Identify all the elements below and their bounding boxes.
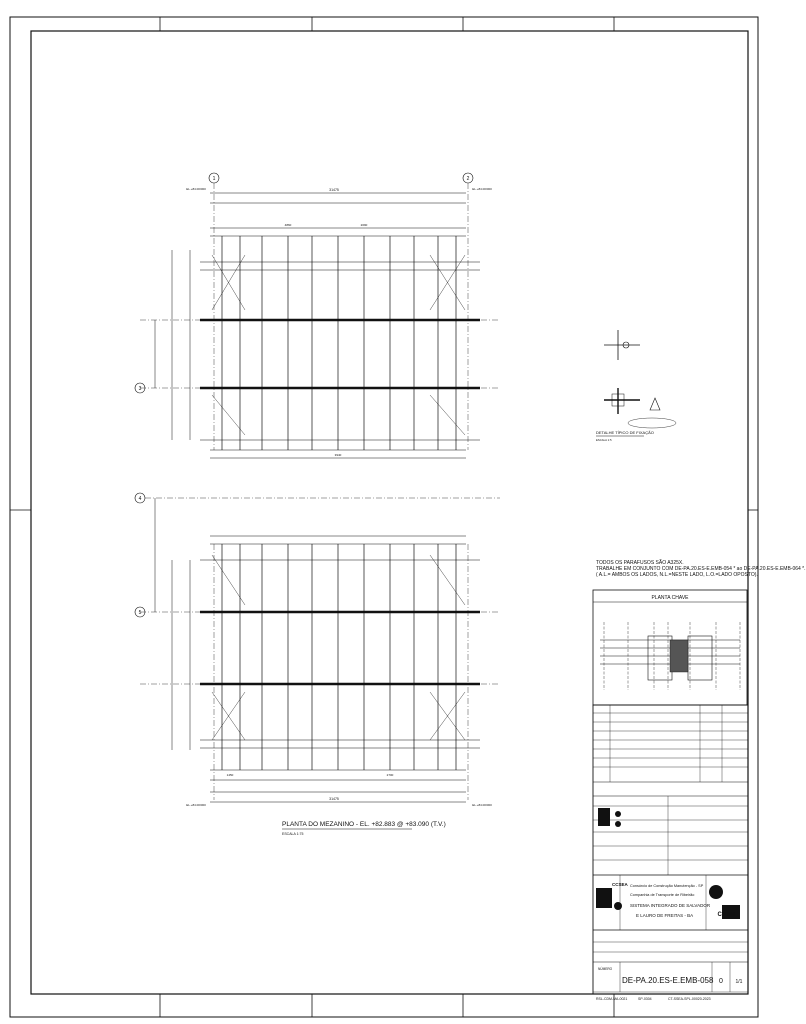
bottom-code-1: RSL-CDM-MA-0021	[596, 997, 628, 1001]
grid-marker-2: 2	[466, 176, 470, 182]
grid-marker-4: 4	[138, 496, 142, 502]
dim-bay-c: 3940	[334, 453, 342, 457]
client-logo	[598, 808, 621, 827]
dim-edge: 1450	[226, 773, 234, 777]
sheet-border	[10, 17, 758, 1017]
dim-total-top: 31475	[329, 188, 339, 192]
grid-marker-3: 3	[138, 386, 142, 392]
fixation-detail	[596, 330, 676, 436]
dim-bay-a: 4860	[284, 223, 292, 227]
grid-marker-1: 1	[212, 176, 216, 182]
general-notes	[596, 560, 806, 578]
revision: 0	[719, 978, 723, 985]
key-plan-title: PLANTA CHAVE	[651, 595, 689, 601]
detail-scale: ESCALA 1:5	[596, 438, 612, 442]
note-line-1: TODOS OS PARAFUSOS SÃO A325X.	[596, 560, 684, 566]
plan-lower-frame	[135, 536, 500, 802]
key-plan	[593, 590, 747, 705]
elevation-right-bottom: EL.+84.00/000	[472, 803, 492, 807]
ccsea-logo	[596, 888, 622, 910]
detail-title: DETALHE TÍPICO DE FIXAÇÃO	[596, 430, 654, 435]
elevation-left-bottom: EL.+84.00/000	[186, 803, 206, 807]
project-line-1: Consórcio de Construção Manutenção - SP	[630, 884, 704, 888]
dim-bay-b: 2090	[360, 223, 368, 227]
elevation-left-top: EL.+84.00/000	[186, 187, 206, 191]
drawing-number-label: NÚMERO	[598, 967, 613, 971]
sheet-number: 1/1	[735, 979, 743, 985]
drawing-number: DE-PA.20.ES-E.EMB-058	[622, 976, 714, 985]
plan-title: PLANTA DO MEZANINO - EL. +82.883 @ +83.090 (T.V.)	[282, 821, 446, 828]
company-name: CPTM	[717, 912, 735, 918]
project-line-3: SISTEMA INTEGRADO DE SALVADOR	[630, 903, 711, 908]
note-line-2: TRABALHE EM CONJUNTO COM DE-PA.20.ES-E.EMB-054 * ao DE-PA.20.ES-E.EMB-064 *.	[596, 566, 806, 572]
dim-total-bottom: 31475	[329, 797, 339, 801]
project-line-2: Companhia de Transporte de Ribeirão	[630, 893, 695, 897]
note-line-3: ( A.L.= AMBOS OS LADOS, N.L.=NESTE LADO, L.O.=LADO OPOSTO).	[596, 572, 758, 578]
bottom-code-2: SP-0304	[638, 997, 652, 1001]
plan-upper-frame	[135, 173, 500, 458]
title-block-frame	[593, 705, 748, 994]
elevation-right-top: EL.+84.00/000	[472, 187, 492, 191]
grid-marker-5: 5	[138, 610, 142, 616]
org-name: CCSEA	[612, 882, 628, 887]
project-line-4: E LAURO DE FREITAS - BA	[636, 913, 694, 918]
plan-scale: ESCALA 1:75	[282, 832, 304, 836]
bottom-code-3: CT-SSEA-SPL-00020-2023	[668, 997, 711, 1001]
dim-bay-d: 2700	[386, 773, 394, 777]
